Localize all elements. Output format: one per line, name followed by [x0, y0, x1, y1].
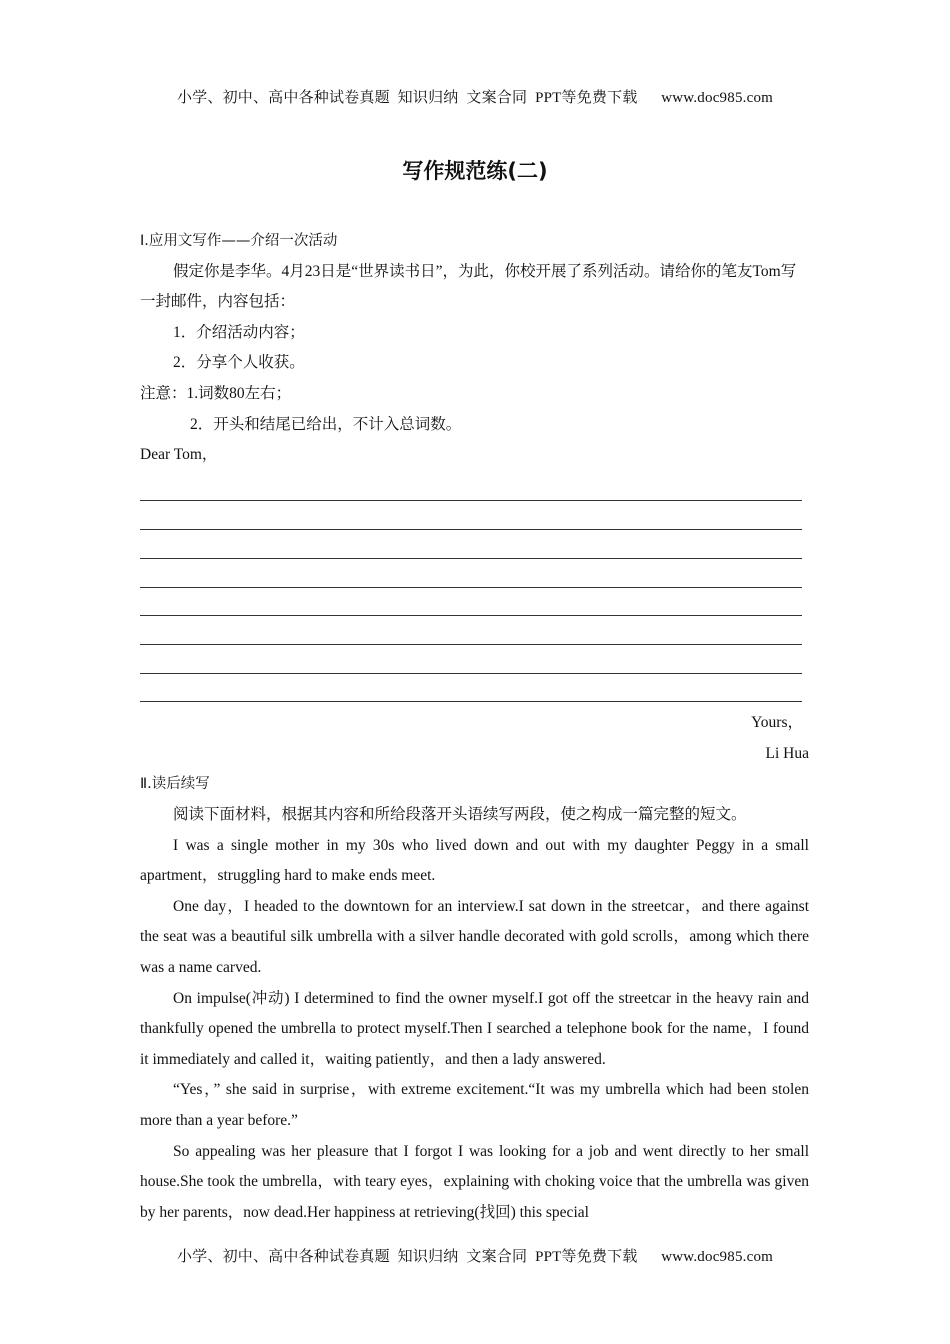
- writing-line[interactable]: [140, 674, 802, 703]
- writing-line[interactable]: [140, 473, 802, 502]
- salutation: Dear Tom，: [140, 446, 218, 464]
- writing-line[interactable]: [140, 645, 802, 674]
- requirement-item-2: 2．分享个人收获。: [173, 354, 305, 372]
- section2-heading: Ⅱ.读后续写: [140, 776, 210, 793]
- page-title: 写作规范练(二): [402, 159, 548, 183]
- story-paragraph-1: I was a single mother in my 30s who lived down and out with my daughter Peggy in a small apartment，struggling hard to make ends meet.: [140, 836, 809, 885]
- page-footer: 小学、初中、高中各种试卷真题 知识归纳 文案合同 PPT等免费下载 www.doc985.com: [176, 1249, 774, 1265]
- writing-line[interactable]: [140, 559, 802, 588]
- writing-line[interactable]: [140, 616, 802, 645]
- signature: Li Hua: [765, 744, 809, 762]
- section1-prompt: 假定你是李华。4月23日是“世界读书日”，为此，你校开展了系列活动。请给你的笔友Tom写一封邮件，内容包括：: [140, 262, 797, 311]
- story-paragraph-4: “Yes，” she said in surprise，with extreme excitement.“It was my umbrella which had been stolen more than a year before.”: [140, 1081, 809, 1129]
- page-header: 小学、初中、高中各种试卷真题 知识归纳 文案合同 PPT等免费下载 www.doc985.com: [176, 90, 774, 106]
- writing-line[interactable]: [140, 588, 802, 617]
- story-paragraph-2: One day，I headed to the downtown for an interview.I sat down in the streetcar，and there against the seat was a beautiful silk umbrella with a silver handle decorated with gold scrolls，among which there was a name carved.: [140, 897, 809, 976]
- writing-line[interactable]: [140, 501, 802, 530]
- requirement-item-1: 1．介绍活动内容；: [173, 323, 305, 341]
- story-paragraph-3: On impulse(冲动) I determined to find the owner myself.I got off the streetcar in the heavy rain and thankfully opened the umbrella to protect myself.Then I searched a telephone book for the name，I found it immediately and called it，waiting patiently，and then a lady answered.: [140, 989, 809, 1068]
- closing: Yours，: [751, 714, 803, 732]
- document-body: [140, 226, 809, 1228]
- writing-area[interactable]: [140, 471, 809, 703]
- note-line-2: 2．开头和结尾已给出，不计入总词数。: [190, 415, 462, 433]
- section1-heading: Ⅰ.应用文写作——介绍一次活动: [140, 233, 338, 249]
- writing-line[interactable]: [140, 530, 802, 559]
- note-line: 注意：1.词数80左右；: [140, 384, 292, 402]
- section2-instruction: 阅读下面材料，根据其内容和所给段落开头语续写两段，使之构成一篇完整的短文。: [173, 806, 747, 824]
- story-paragraph-5: So appealing was her pleasure that I forgot I was looking for a job and went directly to her small house.She took the umbrella，with teary eyes，explaining with choking voice that the umbrella was given by her parents，now dead.Her happiness at retrieving(找回) this special: [140, 1142, 809, 1221]
